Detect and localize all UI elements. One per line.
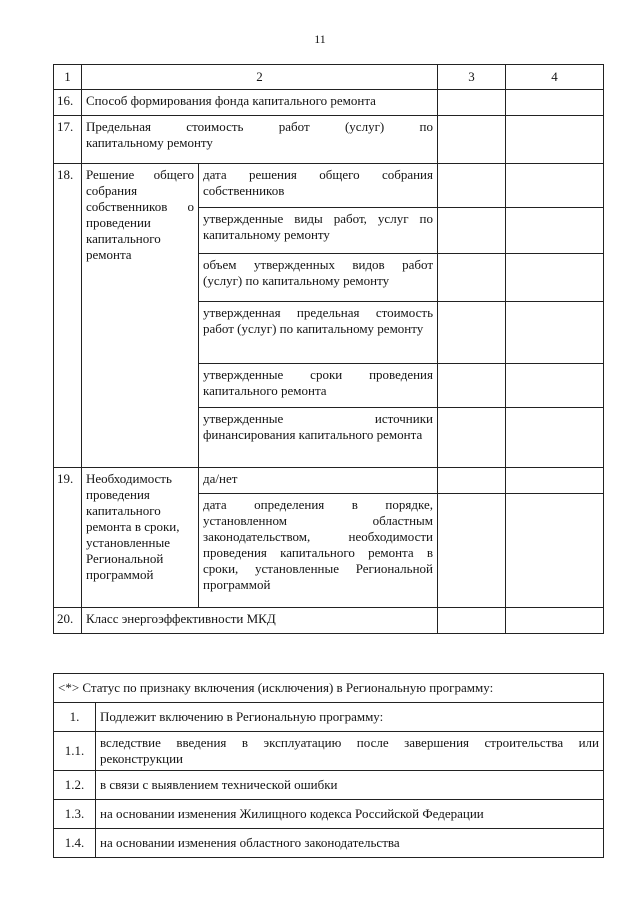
empty-cell — [438, 468, 506, 494]
note-text: вследствие введения в эксплуатацию после завершения строительства или реконструкции — [96, 732, 604, 771]
empty-cell — [438, 494, 506, 608]
row-text: Класс энергоэффективности МКД — [82, 608, 438, 634]
empty-cell — [506, 608, 604, 634]
empty-cell — [438, 90, 506, 116]
sub-item: да/нет — [199, 468, 438, 494]
sub-item: утвержденные виды работ, услуг по капитальному ремонту — [199, 208, 438, 254]
note-header: <*> Статус по признаку включения (исключения) в Региональную программу: — [54, 674, 604, 703]
sub-item: утвержденные источники финансирования капитального ремонта — [199, 408, 438, 468]
table-row — [54, 164, 604, 208]
empty-cell — [438, 364, 506, 408]
note-code: 1.1. — [54, 732, 96, 771]
header-cell-2: 2 — [82, 65, 438, 90]
empty-cell — [506, 494, 604, 608]
empty-cell — [438, 116, 506, 164]
note-text: Подлежит включению в Региональную программу: — [96, 703, 604, 732]
row-label: Решение общего собрания собственников о проведении капитального ремонта — [82, 164, 199, 468]
sub-item: объем утвержденных видов работ (услуг) по капитальному ремонту — [199, 254, 438, 302]
sub-item: дата решения общего собрания собственников — [199, 164, 438, 208]
empty-cell — [438, 408, 506, 468]
note-code: 1.3. — [54, 800, 96, 829]
empty-cell — [438, 164, 506, 208]
empty-cell — [506, 408, 604, 468]
note-code: 1. — [54, 703, 96, 732]
note-code: 1.2. — [54, 771, 96, 800]
note-text: на основании изменения областного законодательства — [96, 829, 604, 858]
note-row — [54, 703, 604, 732]
note-row — [54, 800, 604, 829]
empty-cell — [506, 468, 604, 494]
table-row — [54, 608, 604, 634]
empty-cell — [506, 254, 604, 302]
header-cell-3: 3 — [438, 65, 506, 90]
main-table — [53, 64, 604, 634]
sub-item: дата определения в порядке, установленном областным законодательством, необходимости проведения капитального ремонта в сроки, установленные Региональной программой — [199, 494, 438, 608]
sub-item: утвержденные сроки проведения капитального ремонта — [199, 364, 438, 408]
row-text: Способ формирования фонда капитального ремонта — [82, 90, 438, 116]
sub-item: утвержденная предельная стоимость работ (услуг) по капитальному ремонту — [199, 302, 438, 364]
empty-cell — [438, 608, 506, 634]
row-number: 17. — [54, 116, 82, 164]
table-row — [54, 90, 604, 116]
note-row — [54, 732, 604, 771]
empty-cell — [506, 90, 604, 116]
page-number: 11 — [314, 32, 326, 46]
status-note-table — [53, 673, 604, 858]
row-number: 20. — [54, 608, 82, 634]
empty-cell — [438, 254, 506, 302]
note-row — [54, 829, 604, 858]
row-text — [82, 116, 438, 164]
header-cell-4: 4 — [506, 65, 604, 90]
table-row — [54, 116, 604, 164]
empty-cell — [506, 164, 604, 208]
row-number: 18. — [54, 164, 82, 468]
empty-cell — [506, 208, 604, 254]
row-label: Необходимость проведения капитального ремонта в сроки, установленные Региональной программой — [82, 468, 199, 608]
table-header-row — [54, 65, 604, 90]
row-number: 16. — [54, 90, 82, 116]
note-text: на основании изменения Жилищного кодекса Российской Федерации — [96, 800, 604, 829]
empty-cell — [506, 364, 604, 408]
empty-cell — [506, 302, 604, 364]
note-header-row — [54, 674, 604, 703]
note-row — [54, 771, 604, 800]
table-row — [54, 468, 604, 494]
empty-cell — [438, 208, 506, 254]
row-number: 19. — [54, 468, 82, 608]
row-text-line: Предельная стоимость работ (услуг) по — [86, 119, 433, 134]
empty-cell — [506, 116, 604, 164]
empty-cell — [438, 302, 506, 364]
note-text: в связи с выявлением технической ошибки — [96, 771, 604, 800]
note-code: 1.4. — [54, 829, 96, 858]
header-cell-1: 1 — [54, 65, 82, 90]
row-text-line: капитальному ремонту — [86, 135, 213, 150]
